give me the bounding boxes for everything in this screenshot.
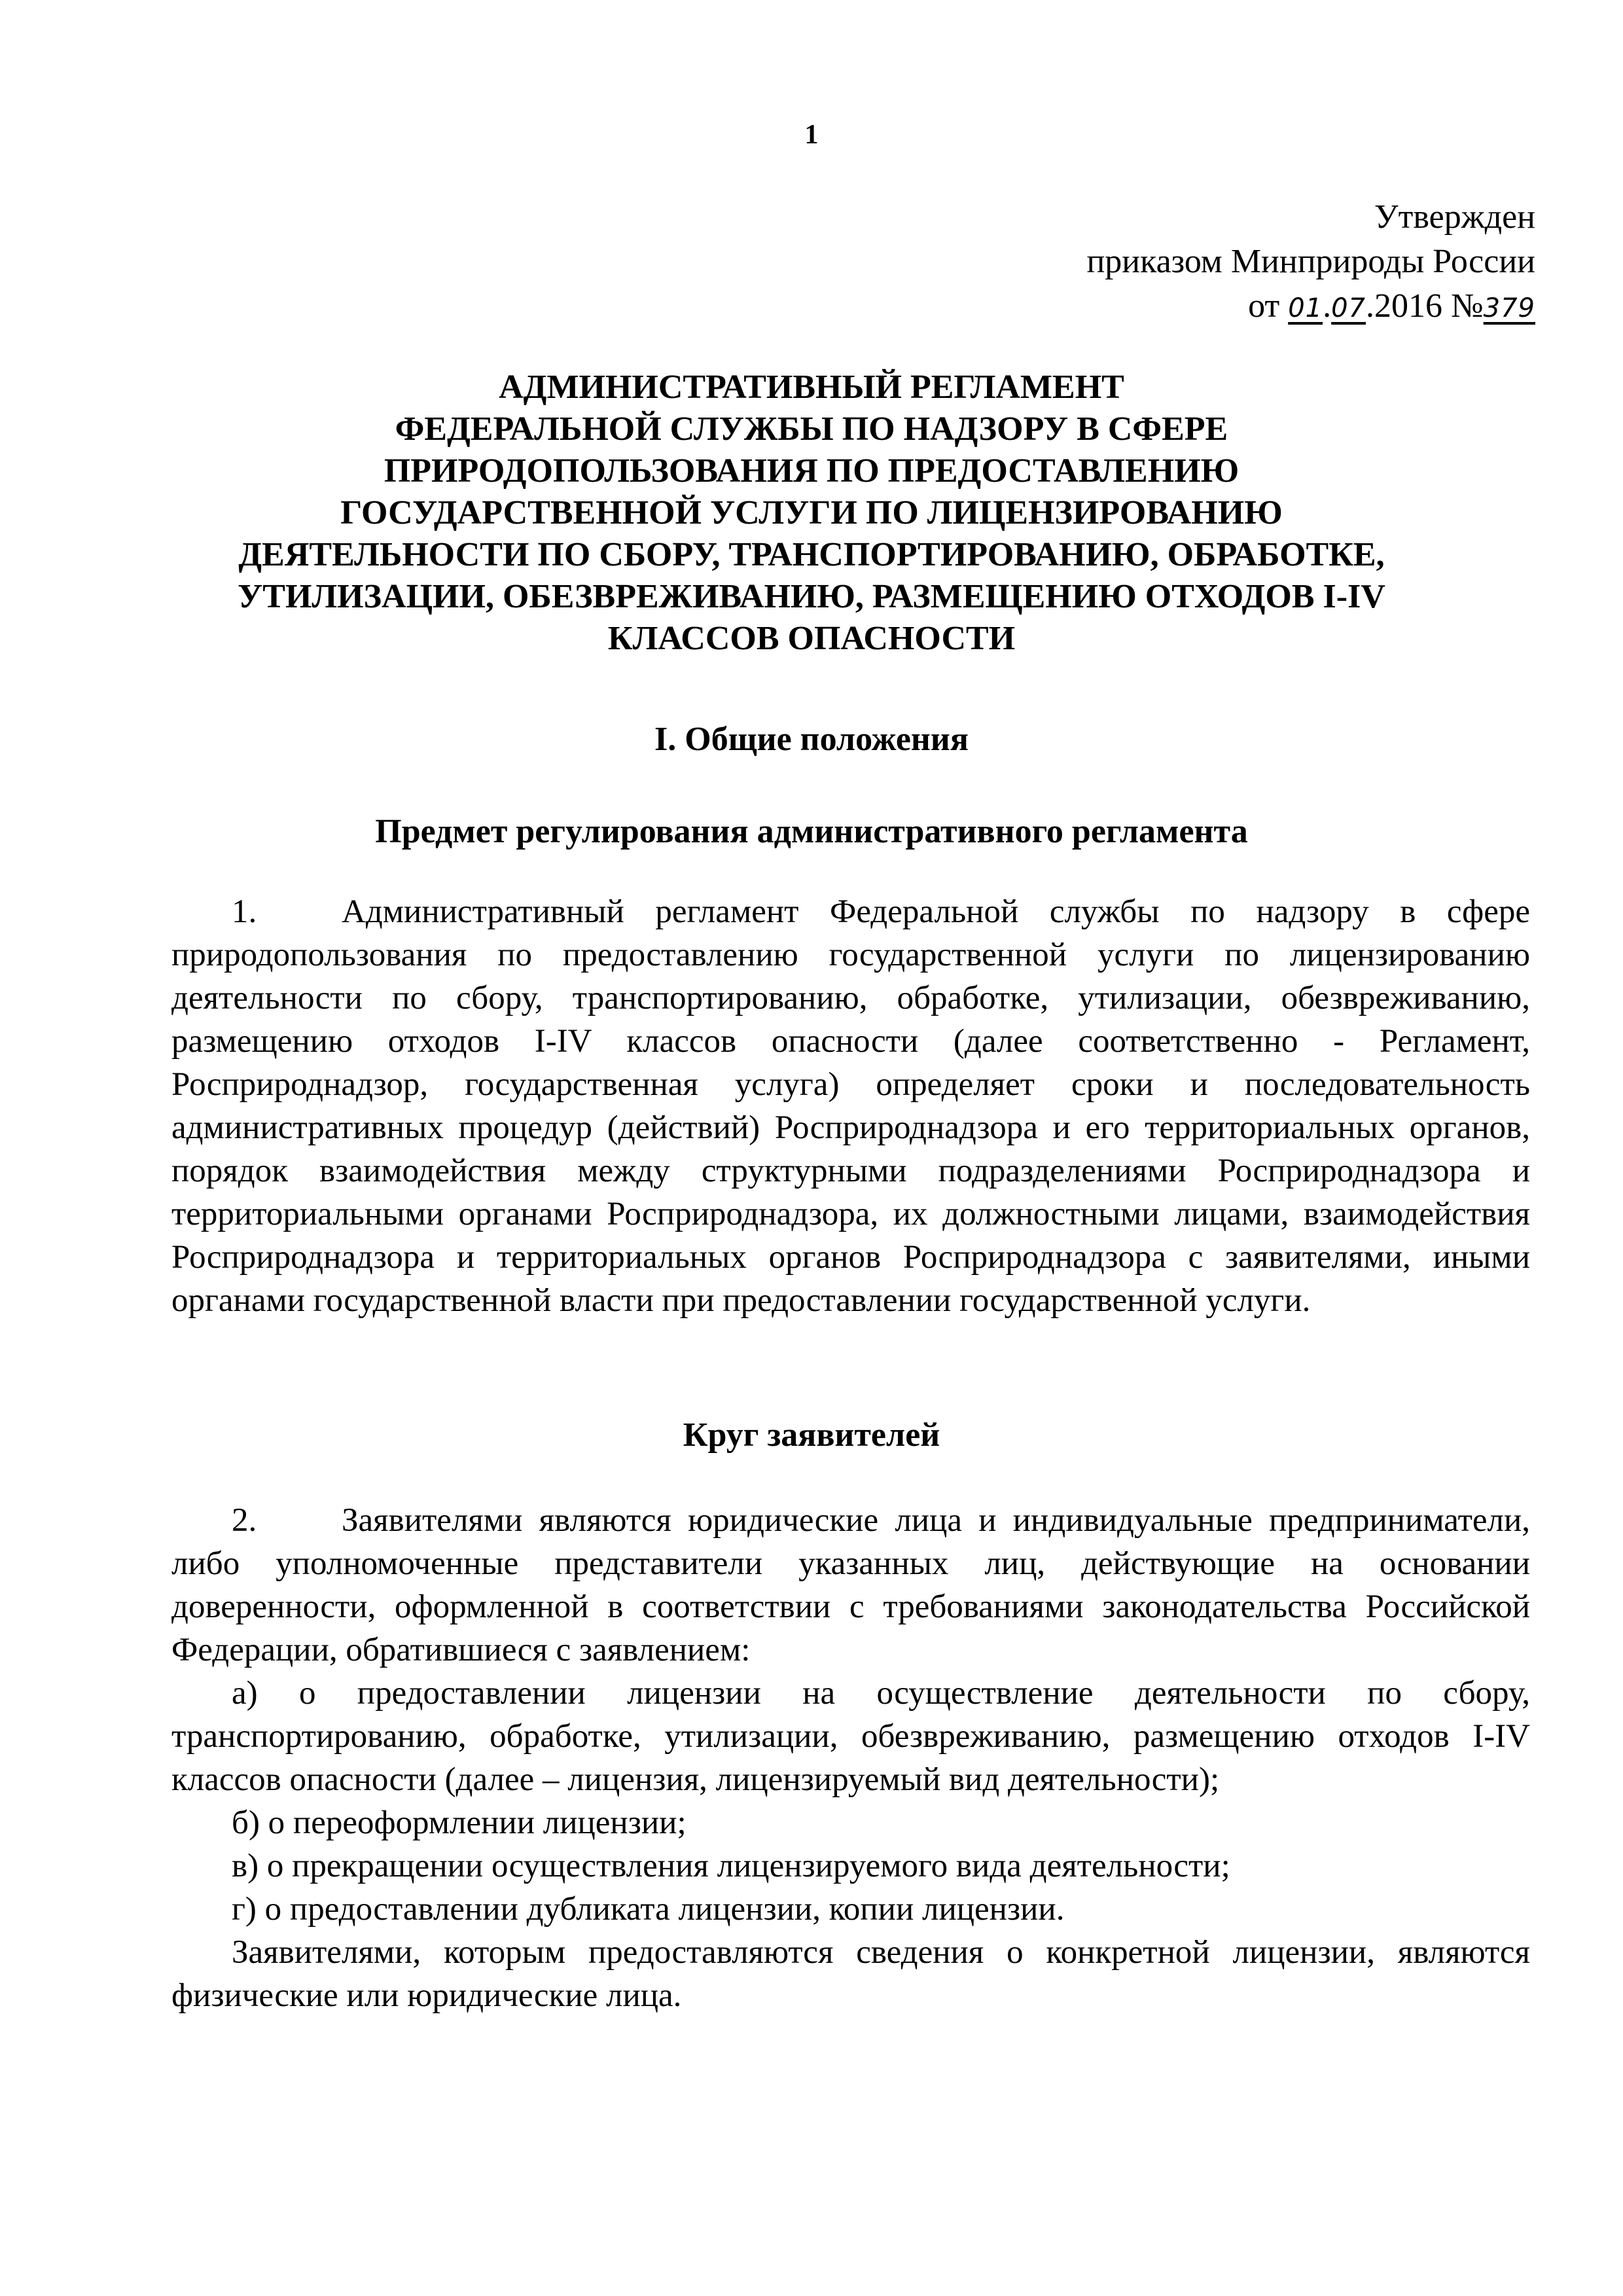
title-line: ДЕЯТЕЛЬНОСТИ ПО СБОРУ, ТРАНСПОРТИРОВАНИЮ, ОБРАБОТКЕ, <box>238 536 1385 573</box>
paragraph-1-body: Административный регламент Федеральной службы по надзору в сфере природопользования по предоставлению государственной услуги по лицензированию деятельности по сбору, транспортированию, обработке, утилизации, обезвреживанию, размещению отходов I-IV классов опасности (далее соответственно - Регламент, Росприроднадзор, государственная услуга) определяет сроки и последовательность административных процедур (действий) Росприроднадзора и его территориальных органов, порядок взаимодействия между структурными подразделениями Росприроднадзора и территориальными органами Росприроднадзора, их должностными лицами, взаимодействия Росприроднадзора и территориальных органов Росприроднадзора с заявителями, иными органами государственной власти при предоставлении государственной услуги. <box>171 893 1530 1319</box>
title-line: ФЕДЕРАЛЬНОЙ СЛУЖБЫ ПО НАДЗОРУ В СФЕРЕ <box>395 410 1228 448</box>
list-item: а) о предоставлении лицензии на осуществление деятельности по сбору, транспортированию, обработке, утилизации, обезвреживанию, размещению отходов I-IV классов опасности (далее – лицензия, лицензируемый вид деятельности); <box>171 1675 1530 1798</box>
paragraph-2-number: 2. <box>232 1502 257 1539</box>
approval-line-date <box>1086 284 1535 331</box>
title-line: АДМИНИСТРАТИВНЫЙ РЕГЛАМЕНТ <box>499 368 1124 406</box>
paragraph-2-closing: Заявителями, которым предоставляются сведения о конкретной лицензии, являются физические или юридические лица. <box>171 1934 1530 2014</box>
section-heading: I. Общие положения <box>654 721 969 758</box>
paragraph-1-number: 1. <box>232 893 257 930</box>
approval-stamp <box>1086 195 1535 331</box>
date-prefix: от <box>1248 287 1289 325</box>
approval-line-order: приказом Минприроды России <box>1086 243 1535 280</box>
paragraph-2 <box>171 1499 1530 2017</box>
paragraph-2-text <box>171 1499 1530 1672</box>
subject-heading: Предмет регулирования административного регламента <box>375 813 1248 850</box>
approval-line-approved: Утвержден <box>1374 198 1535 236</box>
handwritten-order-number: 379 <box>1483 293 1535 323</box>
title-line: ГОСУДАРСТВЕННОЙ УСЛУГИ ПО ЛИЦЕНЗИРОВАНИЮ <box>340 494 1283 531</box>
date-year: .2016 № <box>1366 287 1484 325</box>
list-item: б) о переоформлении лицензии; <box>232 1804 687 1841</box>
list-item: г) о предоставлении дубликата лицензии, копии лицензии. <box>232 1891 1065 1928</box>
page-number: 1 <box>804 120 819 150</box>
list-item: в) о прекращении осуществления лицензируемого вида деятельности; <box>232 1848 1230 1884</box>
date-dot: . <box>1323 287 1332 325</box>
paragraph-2-body: Заявителями являются юридические лица и индивидуальные предприниматели, либо уполномоченные представители указанных лиц, действующие на основании доверенности, оформленной в соответствии с требованиями законодательства Российской Федерации, обратившиеся с заявлением: <box>171 1502 1530 1668</box>
applicants-heading: Круг заявителей <box>683 1416 940 1454</box>
document-title <box>157 367 1466 660</box>
paragraph-1-text <box>171 890 1530 1322</box>
handwritten-day: 01 <box>1288 293 1323 323</box>
title-line: КЛАССОВ ОПАСНОСТИ <box>607 620 1016 657</box>
handwritten-month: 07 <box>1331 293 1366 323</box>
title-line: УТИЛИЗАЦИИ, ОБЕЗВРЕЖИВАНИЮ, РАЗМЕЩЕНИЮ ОТХОДОВ I-IV <box>238 578 1385 615</box>
paragraph-1 <box>171 890 1530 1322</box>
title-line: ПРИРОДОПОЛЬЗОВАНИЯ ПО ПРЕДОСТАВЛЕНИЮ <box>383 452 1240 490</box>
